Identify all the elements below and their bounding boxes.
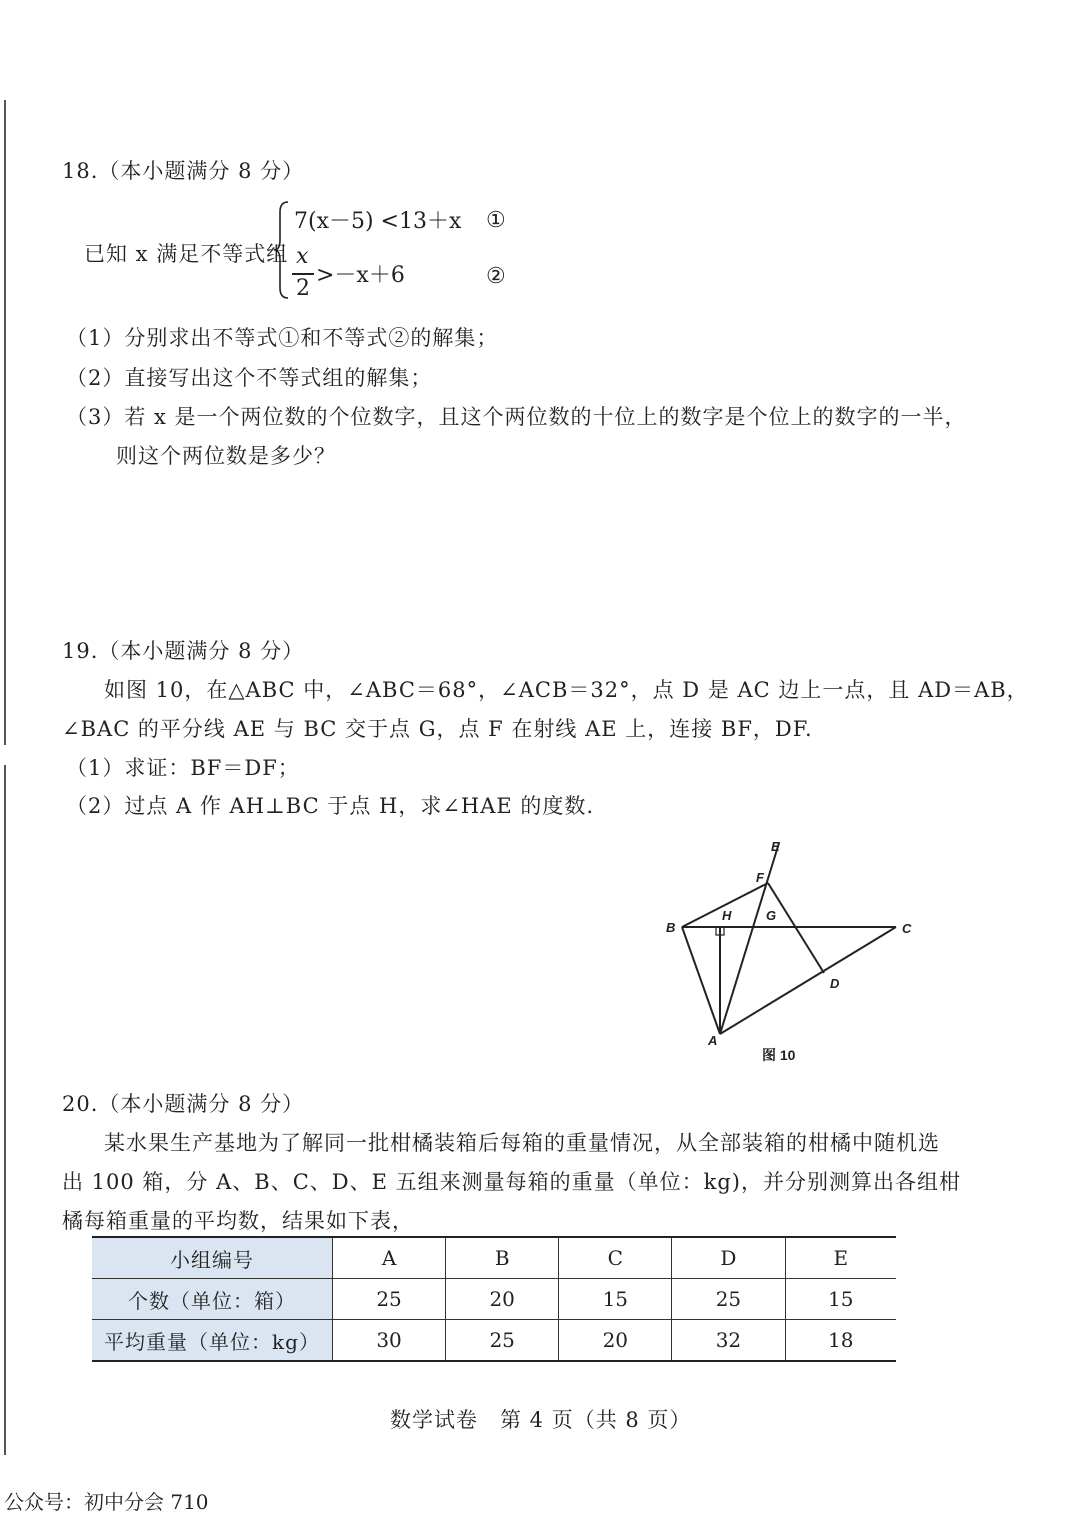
- cell-count-d: 25: [672, 1279, 785, 1320]
- table-row: [92, 1320, 896, 1362]
- q20-title: 20.（本小题满分 8 分）: [62, 1092, 305, 1116]
- q18-intro: 已知 x 满足不等式组: [84, 242, 289, 266]
- label-D: D: [830, 976, 840, 991]
- row-header-weight: 平均重量（单位：kg）: [92, 1320, 333, 1362]
- watermark-text: 公众号：初中分会 710: [4, 1490, 209, 1514]
- inequality-2-rest: >－x＋6: [316, 263, 405, 288]
- label-B: B: [666, 920, 676, 935]
- page-footer: 数学试卷 第 4 页（共 8 页）: [390, 1408, 692, 1432]
- results-table: [92, 1236, 896, 1362]
- q19-line2: ∠BAC 的平分线 AE 与 BC 交于点 G，点 F 在射线 AE 上，连接 BF，DF.: [62, 717, 813, 741]
- geometry-figure: [650, 835, 930, 1075]
- segment-AB: [682, 927, 720, 1034]
- inequality-1: 7(x－5) <13＋x: [294, 209, 462, 234]
- label-F: F: [756, 870, 764, 885]
- inequality-2-denominator: 2: [296, 276, 310, 301]
- left-margin-line-top: [4, 100, 6, 745]
- inequality-2-numerator: x: [296, 244, 309, 269]
- figure-caption: 图 10: [762, 1047, 796, 1063]
- ray-AE: [720, 843, 779, 1034]
- q19-part1: （1）求证：BF＝DF；: [66, 756, 300, 780]
- cell-weight-e: 18: [785, 1320, 896, 1362]
- q20-line2: 出 100 箱，分 A、B、C、D、E 五组来测量每箱的重量（单位：kg)，并分别测算出各组柑: [62, 1170, 961, 1194]
- row-header-group: 小组编号: [92, 1237, 333, 1279]
- inequality-1-mark: ①: [486, 208, 506, 233]
- cell-weight-a: 30: [333, 1320, 446, 1362]
- q18-part3-line2: 则这个两位数是多少？: [116, 444, 336, 468]
- q18-part1: （1）分别求出不等式①和不等式②的解集；: [66, 326, 499, 350]
- cell-group-d: D: [672, 1237, 785, 1279]
- brace-icon: [272, 200, 292, 300]
- q18-part3-line1: （3）若 x 是一个两位数的个位数字，且这个两位数的十位上的数字是个位上的数字的一半，: [66, 405, 967, 429]
- cell-weight-c: 20: [559, 1320, 672, 1362]
- left-margin-line-bottom: [4, 765, 6, 1455]
- q19-part2: （2）过点 A 作 AH⊥BC 于点 H，求∠HAE 的度数.: [66, 794, 595, 818]
- cell-group-a: A: [333, 1237, 446, 1279]
- q20-line1: 某水果生产基地为了解同一批柑橘装箱后每箱的重量情况，从全部装箱的柑橘中随机选: [104, 1131, 940, 1155]
- cell-weight-d: 32: [672, 1320, 785, 1362]
- segment-AC: [720, 927, 896, 1034]
- label-G: G: [766, 908, 777, 923]
- label-H: H: [722, 908, 732, 923]
- label-E: E: [771, 839, 780, 854]
- inequality-2-mark: ②: [486, 264, 506, 289]
- row-header-count: 个数（单位：箱）: [92, 1279, 333, 1320]
- table-row: [92, 1237, 896, 1279]
- cell-group-b: B: [446, 1237, 559, 1279]
- cell-count-a: 25: [333, 1279, 446, 1320]
- fraction-bar: [292, 273, 314, 275]
- label-A: A: [708, 1033, 718, 1048]
- cell-count-c: 15: [559, 1279, 672, 1320]
- q20-line3: 橘每箱重量的平均数，结果如下表，: [62, 1209, 414, 1233]
- cell-group-e: E: [785, 1237, 896, 1279]
- cell-count-b: 20: [446, 1279, 559, 1320]
- cell-count-e: 15: [785, 1279, 896, 1320]
- label-C: C: [902, 921, 912, 936]
- q18-title: 18.（本小题满分 8 分）: [62, 159, 305, 183]
- q18-part2: （2）直接写出这个不等式组的解集；: [66, 366, 433, 390]
- table-row: [92, 1279, 896, 1320]
- q19-line1: 如图 10，在△ABC 中，∠ABC＝68°，∠ACB＝32°，点 D 是 AC 边上一点，且 AD＝AB，: [104, 678, 1029, 702]
- cell-group-c: C: [559, 1237, 672, 1279]
- q19-title: 19.（本小题满分 8 分）: [62, 639, 305, 663]
- cell-weight-b: 25: [446, 1320, 559, 1362]
